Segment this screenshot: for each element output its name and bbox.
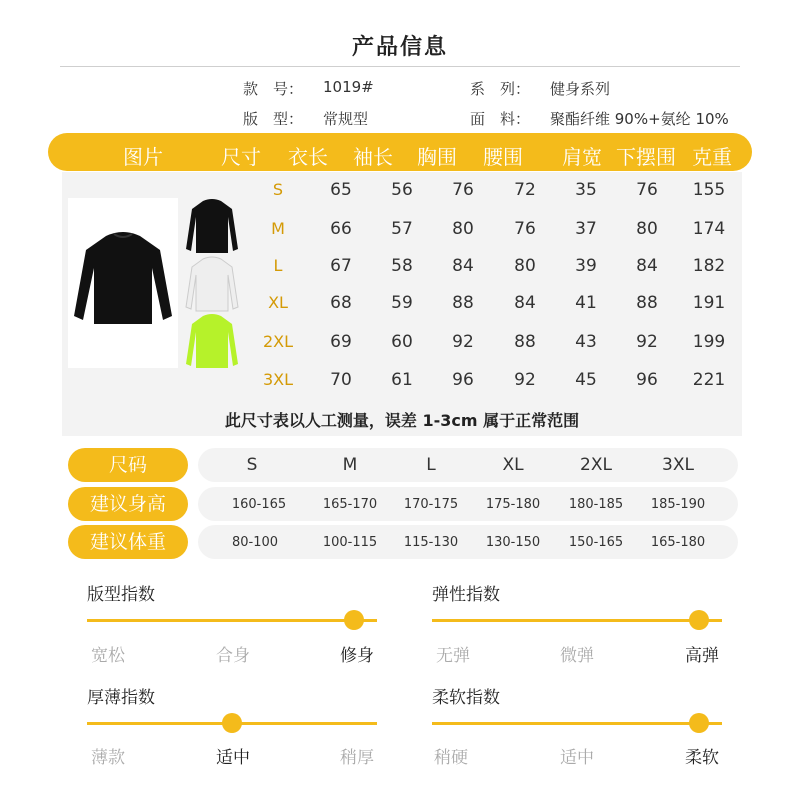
table-cell: 92	[514, 370, 536, 390]
table-cell: 88	[514, 332, 536, 352]
black-shirt-main-icon	[68, 198, 178, 368]
rec-weight-value: 130-150	[485, 535, 541, 550]
elasticity-index-title: 弹性指数	[432, 585, 500, 605]
fit-index-label: 修身	[340, 646, 374, 666]
fit-index-track	[87, 619, 377, 622]
rec-label-weight: 建议体重	[68, 525, 188, 559]
table-cell: 84	[452, 256, 474, 276]
rec-weight-value: 115-130	[403, 535, 459, 550]
rec-size-value: XL	[502, 455, 524, 475]
rec-size-value: 2XL	[580, 455, 612, 475]
elasticity-index-label: 无弹	[436, 646, 470, 666]
thickness-index-label: 适中	[216, 748, 250, 768]
table-cell: 76	[452, 180, 474, 200]
table-cell: 96	[452, 370, 474, 390]
header-image: 图片	[123, 145, 163, 169]
softness-index-marker	[689, 713, 709, 733]
table-cell: 84	[636, 256, 658, 276]
thickness-index-marker	[222, 713, 242, 733]
white-shirt-thumbnail-icon	[184, 255, 240, 313]
header-hem: 下摆围	[616, 145, 676, 169]
rec-label-size: 尺码	[68, 448, 188, 482]
table-cell: 76	[514, 219, 536, 239]
table-cell: 221	[692, 370, 726, 390]
style-number-label: 款 号：	[243, 80, 304, 98]
thickness-index-label: 稍厚	[340, 748, 374, 768]
rec-height-value: 170-175	[403, 497, 459, 512]
table-cell: 67	[330, 256, 352, 276]
rec-weight-value: 150-165	[568, 535, 624, 550]
table-cell: 92	[452, 332, 474, 352]
softness-index-label: 稍硬	[434, 748, 468, 768]
fit-index-title: 版型指数	[87, 585, 155, 605]
header-size: 尺寸	[221, 145, 261, 169]
size-label-3xl: 3XL	[262, 370, 294, 389]
elasticity-index-track	[432, 619, 722, 622]
header-waist: 腰围	[483, 145, 523, 169]
fabric-value: 聚酯纤维 90%+氨纶 10%	[550, 110, 729, 128]
rec-height-value: 160-165	[231, 497, 287, 512]
size-label-m: M	[271, 219, 285, 238]
header-shoulder: 肩宽	[562, 145, 602, 169]
table-cell: 60	[391, 332, 413, 352]
table-cell: 68	[330, 293, 352, 313]
size-label-l: L	[273, 256, 283, 275]
table-cell: 43	[575, 332, 597, 352]
title-divider	[60, 66, 740, 67]
table-cell: 72	[514, 180, 536, 200]
table-cell: 70	[330, 370, 352, 390]
table-cell: 56	[391, 180, 413, 200]
thumb-black-body	[186, 199, 238, 253]
product-image	[68, 198, 178, 368]
table-cell: 96	[636, 370, 658, 390]
thickness-index-title: 厚薄指数	[87, 688, 155, 708]
table-cell: 39	[575, 256, 597, 276]
rec-size-value: M	[342, 455, 358, 475]
green-shirt-thumbnail-icon	[184, 312, 240, 370]
table-cell: 59	[391, 293, 413, 313]
softness-index-label: 柔软	[685, 748, 719, 768]
fit-index-label: 合身	[216, 646, 250, 666]
elasticity-index-marker	[689, 610, 709, 630]
table-cell: 80	[514, 256, 536, 276]
table-cell: 155	[692, 180, 726, 200]
table-cell: 191	[692, 293, 726, 313]
header-length: 衣长	[288, 145, 328, 169]
fit-index-label: 宽松	[91, 646, 125, 666]
rec-weight-value: 100-115	[322, 535, 378, 550]
rec-weight-value: 165-180	[650, 535, 706, 550]
style-number-value: 1019#	[323, 78, 374, 96]
table-cell: 61	[391, 370, 413, 390]
header-sleeve: 袖长	[353, 145, 393, 169]
elasticity-index-label: 高弹	[685, 646, 719, 666]
rec-height-value: 165-170	[322, 497, 378, 512]
table-cell: 66	[330, 219, 352, 239]
fit-value: 常规型	[323, 110, 369, 128]
table-cell: 92	[636, 332, 658, 352]
elasticity-index-label: 微弹	[560, 646, 594, 666]
table-cell: 58	[391, 256, 413, 276]
table-cell: 37	[575, 219, 597, 239]
thumb-green-body	[186, 314, 238, 368]
rec-height-value: 180-185	[568, 497, 624, 512]
softness-index-track	[432, 722, 722, 725]
rec-weight-value: 80-100	[231, 535, 279, 550]
black-shirt-thumbnail-icon	[184, 197, 240, 255]
table-cell: 80	[452, 219, 474, 239]
rec-size-value: S	[246, 455, 258, 475]
rec-row-size	[198, 448, 738, 482]
rec-size-value: 3XL	[662, 455, 694, 475]
table-cell: 69	[330, 332, 352, 352]
rec-size-value: L	[426, 455, 436, 475]
table-cell: 199	[692, 332, 726, 352]
fit-index-marker	[344, 610, 364, 630]
table-cell: 84	[514, 293, 536, 313]
rec-height-value: 185-190	[650, 497, 706, 512]
rec-label-height: 建议身高	[68, 487, 188, 521]
header-chest: 胸围	[417, 145, 457, 169]
table-cell: 57	[391, 219, 413, 239]
softness-index-label: 适中	[560, 748, 594, 768]
softness-index-title: 柔软指数	[432, 688, 500, 708]
table-cell: 88	[636, 293, 658, 313]
table-cell: 76	[636, 180, 658, 200]
measurement-note: 此尺寸表以人工测量，误差 1-3cm 属于正常范围	[224, 411, 580, 430]
table-cell: 88	[452, 293, 474, 313]
thumb-white-body	[186, 257, 238, 311]
table-cell: 35	[575, 180, 597, 200]
rec-height-value: 175-180	[485, 497, 541, 512]
table-cell: 41	[575, 293, 597, 313]
table-cell: 45	[575, 370, 597, 390]
page-title: 产品信息	[351, 35, 448, 60]
fit-label: 版 型：	[243, 110, 304, 128]
header-weight: 克重	[692, 145, 732, 169]
size-label-2xl: 2XL	[262, 332, 294, 351]
thickness-index-label: 薄款	[91, 748, 125, 768]
series-label: 系 列：	[470, 80, 531, 98]
size-label-s: S	[272, 180, 284, 199]
table-cell: 182	[692, 256, 726, 276]
series-value: 健身系列	[550, 80, 611, 98]
fabric-label: 面 料：	[470, 110, 531, 128]
table-cell: 80	[636, 219, 658, 239]
table-cell: 65	[330, 180, 352, 200]
size-label-xl: XL	[268, 293, 288, 312]
table-cell: 174	[692, 219, 726, 239]
